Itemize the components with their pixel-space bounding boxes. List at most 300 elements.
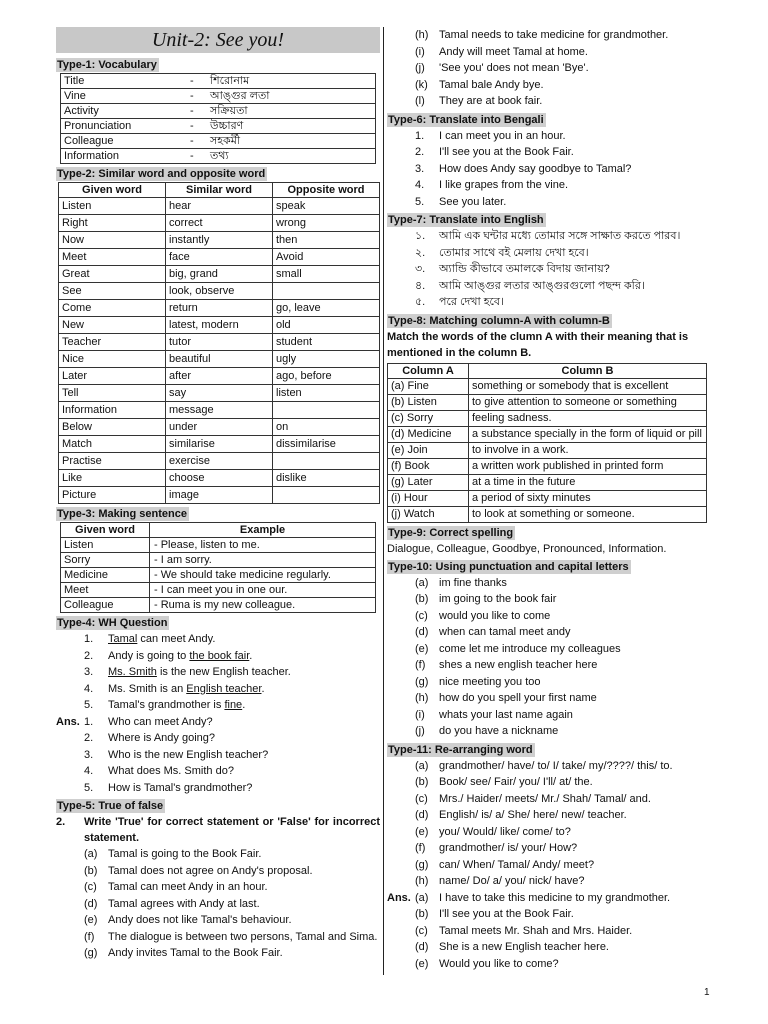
list-item — [56, 863, 380, 880]
item-text: Andy will meet Tamal at home. — [439, 45, 588, 58]
list-item — [387, 807, 712, 824]
item-label: (d) — [415, 809, 429, 821]
item-text: আমি এক ঘন্টার মধ্যে তোমার সঙ্গে সাক্ষাত করতে পারব। — [439, 230, 681, 242]
table-cell: Like — [59, 470, 166, 487]
item-label: (i) — [415, 45, 425, 58]
list-item — [387, 641, 712, 658]
item-label: (e) — [415, 957, 429, 970]
item-label: (k) — [415, 78, 428, 91]
wh-answer-list — [56, 714, 380, 797]
table-row — [59, 402, 380, 419]
underlined-text: English teacher — [186, 682, 262, 695]
list-item — [387, 674, 712, 691]
table-cell: hear — [166, 198, 273, 215]
type4-heading: Type-4: WH Question — [57, 617, 168, 629]
list-item — [387, 93, 712, 110]
table-cell: to involve in a work. — [469, 442, 707, 458]
item-label: (d) — [415, 941, 429, 953]
underlined-text: Ms. Smith — [108, 666, 157, 678]
rearrange-answer-list — [387, 890, 712, 973]
item-text: shes a new english teacher here — [439, 659, 598, 671]
table-cell: correct — [166, 215, 273, 232]
table-cell: choose — [166, 470, 273, 487]
item-text: English/ is/ a/ She/ here/ new/ teacher. — [439, 809, 627, 821]
item-label: (b) — [84, 864, 98, 877]
type5-instruction-text: Write 'True' for correct statement or 'False' for incorrect statement. — [84, 816, 380, 844]
item-number: 2. — [84, 732, 94, 744]
table-cell: return — [166, 300, 273, 317]
list-item — [387, 657, 712, 674]
table-cell: Match — [59, 436, 166, 453]
item-label: 2. — [415, 146, 425, 158]
table-cell: instantly — [166, 232, 273, 249]
table-cell: (a) Fine — [388, 378, 469, 394]
item-text: Tamal can meet Andy in an hour. — [108, 881, 268, 893]
page-number: 1 — [704, 987, 710, 998]
col-header: Given word — [61, 523, 150, 538]
table-cell: at a time in the future — [469, 474, 707, 490]
list-item — [56, 879, 380, 896]
item-label: (g) — [84, 947, 98, 959]
item-text: can meet Andy. — [137, 633, 216, 645]
right-column — [387, 27, 712, 972]
type7-heading: Type-7: Translate into English — [388, 214, 544, 226]
table-cell: (g) Later — [388, 474, 469, 490]
table-row — [61, 583, 376, 598]
table-row — [61, 568, 376, 583]
table-row — [61, 553, 376, 568]
list-item — [387, 128, 712, 145]
item-text: Tamal needs to take medicine for grandmother. — [439, 29, 669, 41]
item-label: (a) — [415, 759, 429, 772]
list-item — [56, 780, 380, 797]
table-row — [59, 368, 380, 385]
item-label: (b) — [415, 593, 429, 605]
table-row — [59, 470, 380, 487]
table-cell: to look at something or someone. — [469, 506, 707, 522]
item-label: (j) — [415, 725, 425, 737]
item-label: (d) — [84, 897, 98, 910]
table-cell: Listen — [61, 538, 150, 553]
list-item — [387, 939, 712, 956]
vocab-dash: - — [187, 104, 207, 119]
vocab-word: Pronunciation — [61, 119, 188, 134]
item-text: grandmother/ have/ to/ I/ take/ my/????/ this/ to. — [439, 759, 673, 772]
table-cell: face — [166, 249, 273, 266]
item-text: im fine thanks — [439, 576, 507, 589]
item-label: (d) — [415, 626, 429, 638]
vocab-dash: - — [187, 119, 207, 134]
item-number: 4. — [84, 765, 94, 777]
col-header: Similar word — [166, 183, 273, 198]
item-number: 3. — [84, 666, 94, 678]
item-text: Tamal agrees with Andy at last. — [108, 897, 260, 910]
table-cell: Avoid — [273, 249, 380, 266]
table-cell: beautiful — [166, 351, 273, 368]
item-text: Tamal is going to the Book Fair. — [108, 848, 262, 860]
table-row — [388, 410, 707, 426]
col-header: Column A — [388, 363, 469, 378]
table-cell: ago, before — [273, 368, 380, 385]
item-text: name/ Do/ a/ you/ nick/ have? — [439, 875, 585, 887]
item-text: Who is the new English teacher? — [108, 748, 269, 761]
table-row — [59, 436, 380, 453]
list-item — [56, 945, 380, 962]
vocab-word: Activity — [61, 104, 188, 119]
item-label: (l) — [415, 95, 425, 107]
table-cell: (e) Join — [388, 442, 469, 458]
table-row — [59, 487, 380, 504]
item-label: ৫. — [415, 296, 426, 308]
list-item — [387, 890, 712, 907]
list-item — [387, 27, 712, 44]
item-text: পরে দেখা হবে। — [439, 296, 504, 308]
table-cell: Information — [59, 402, 166, 419]
item-text: The dialogue is between two persons, Tamal and Sima. — [108, 930, 378, 943]
list-item — [387, 575, 712, 592]
vocab-row — [61, 89, 376, 104]
item-text: Tamal's grandmother is — [108, 699, 225, 711]
item-text: I'll see you at the Book Fair. — [439, 146, 574, 158]
type1-heading: Type-1: Vocabulary — [57, 59, 157, 71]
table-cell: (f) Book — [388, 458, 469, 474]
table-cell: See — [59, 283, 166, 300]
item-label: 3. — [415, 162, 425, 175]
vocab-meaning: শিরোনাম — [207, 74, 376, 89]
table-cell: Colleague — [61, 598, 150, 613]
list-item — [387, 194, 712, 211]
table-cell: look, observe — [166, 283, 273, 300]
vocab-word: Colleague — [61, 134, 188, 149]
list-item — [387, 956, 712, 973]
item-text: is the new English teacher. — [156, 666, 291, 678]
type2-heading: Type-2: Similar word and opposite word — [57, 168, 266, 180]
table-row — [59, 266, 380, 283]
item-text: . — [261, 682, 265, 695]
table-cell: wrong — [273, 215, 380, 232]
table-cell: feeling sadness. — [469, 410, 707, 426]
item-label: (g) — [415, 675, 429, 688]
list-item — [56, 896, 380, 913]
table-row — [59, 283, 380, 300]
item-text: অ্যান্ডি কীভাবে তমালকে বিদায় জানায়? — [439, 263, 610, 275]
item-text: Tamal bale Andy bye. — [439, 78, 544, 91]
table-cell: Sorry — [61, 553, 150, 568]
vocab-meaning: সহকর্মী — [207, 134, 376, 149]
table-cell: (b) Listen — [388, 394, 469, 410]
item-label: ২. — [415, 246, 426, 259]
table-cell: old — [273, 317, 380, 334]
page-title: Unit-2: See you! — [56, 27, 380, 53]
similar-opposite-table — [58, 182, 380, 504]
vocab-word: Title — [61, 74, 188, 89]
table-row — [59, 232, 380, 249]
item-text: whats your last name again — [439, 708, 573, 721]
vocab-row — [61, 149, 376, 164]
item-label: (e) — [415, 642, 429, 655]
item-text: Tamal meets Mr. Shah and Mrs. Haider. — [439, 924, 633, 937]
item-text: Would you like to come? — [439, 957, 559, 970]
item-text: come let me introduce my colleagues — [439, 642, 621, 655]
item-text: would you like to come — [439, 609, 551, 622]
table-row — [61, 598, 376, 613]
type5-number: 2. — [56, 816, 66, 828]
item-label: (b) — [415, 908, 429, 920]
item-text: How does Andy say goodbye to Tamal? — [439, 162, 632, 175]
table-cell: Right — [59, 215, 166, 232]
list-item — [387, 857, 712, 874]
table-row — [59, 249, 380, 266]
table-cell: similarise — [166, 436, 273, 453]
table-row — [59, 317, 380, 334]
type3-heading: Type-3: Making sentence — [57, 508, 187, 520]
item-text: . — [242, 699, 246, 711]
item-text: Tamal does not agree on Andy's proposal. — [108, 864, 313, 877]
table-row — [388, 458, 707, 474]
table-cell: Now — [59, 232, 166, 249]
item-text: I like grapes from the vine. — [439, 179, 569, 191]
item-label: (a) — [415, 891, 429, 904]
table-cell: - Ruma is my new colleague. — [150, 598, 376, 613]
table-cell — [273, 402, 380, 419]
table-cell: dislike — [273, 470, 380, 487]
vocab-row — [61, 134, 376, 149]
list-item — [56, 763, 380, 780]
list-item — [387, 60, 712, 77]
table-cell: - I am sorry. — [150, 553, 376, 568]
list-item — [56, 929, 380, 946]
vocab-dash: - — [187, 89, 207, 104]
item-text: Andy does not like Tamal's behaviour. — [108, 914, 292, 926]
table-cell — [273, 487, 380, 504]
type5-instruction — [56, 814, 380, 846]
matching-table — [387, 363, 707, 523]
table-cell: Picture — [59, 487, 166, 504]
table-cell: small — [273, 266, 380, 283]
item-label: (f) — [84, 930, 95, 943]
table-row — [388, 426, 707, 442]
left-column — [56, 27, 380, 962]
list-item — [56, 681, 380, 698]
item-text: im going to the book fair — [439, 593, 557, 605]
table-cell: to give attention to someone or something — [469, 394, 707, 410]
true-false-list-left — [56, 846, 380, 962]
table-row — [388, 474, 707, 490]
table-row — [59, 419, 380, 436]
table-row — [59, 300, 380, 317]
table-cell: Meet — [59, 249, 166, 266]
item-text: She is a new English teacher here. — [439, 941, 609, 953]
table-cell: listen — [273, 385, 380, 402]
item-label: (c) — [415, 924, 428, 937]
table-cell: say — [166, 385, 273, 402]
item-text: can/ When/ Tamal/ Andy/ meet? — [439, 858, 595, 871]
item-label: (c) — [415, 792, 428, 805]
item-text: Andy is going to — [108, 649, 190, 662]
table-cell: Practise — [59, 453, 166, 470]
item-text: I have to take this medicine to my grandmother. — [439, 891, 671, 904]
table-cell: student — [273, 334, 380, 351]
col-header: Opposite word — [273, 183, 380, 198]
item-number: 1. — [84, 715, 94, 728]
item-text: Andy invites Tamal to the Book Fair. — [108, 947, 283, 959]
list-item — [387, 791, 712, 808]
item-text: They are at book fair. — [439, 95, 543, 107]
vocab-meaning: আঙ্গুর লতা — [207, 89, 376, 104]
table-cell: Listen — [59, 198, 166, 215]
item-text: you/ Would/ like/ come/ to? — [439, 825, 571, 838]
item-text: আমি আঙ্গুর লতার আঙ্গুরগুলো পছন্দ করি। — [439, 279, 645, 292]
vocab-meaning: তথ্য — [207, 149, 376, 164]
list-item — [387, 278, 712, 295]
col-header: Example — [150, 523, 376, 538]
table-cell: latest, modern — [166, 317, 273, 334]
table-row — [59, 453, 380, 470]
vocab-row — [61, 104, 376, 119]
list-item — [387, 294, 712, 311]
item-label: (f) — [415, 659, 426, 671]
list-item — [387, 774, 712, 791]
item-text: 'See you' does not mean 'Bye'. — [439, 62, 589, 74]
table-cell: message — [166, 402, 273, 419]
vocab-dash: - — [187, 134, 207, 149]
item-label: (h) — [415, 875, 429, 887]
item-label: (e) — [84, 914, 98, 926]
item-number: 5. — [84, 781, 94, 794]
item-text: do you have a nickname — [439, 725, 559, 737]
table-cell: - Please, listen to me. — [150, 538, 376, 553]
list-item — [387, 177, 712, 194]
list-item — [387, 824, 712, 841]
item-label: (i) — [415, 708, 425, 721]
table-cell — [273, 453, 380, 470]
punctuation-list — [387, 575, 712, 740]
list-item — [56, 730, 380, 747]
table-cell: a written work published in printed form — [469, 458, 707, 474]
list-item — [387, 906, 712, 923]
type5-heading: Type-5: True of false — [57, 800, 164, 812]
item-text: Who can meet Andy? — [108, 715, 213, 728]
item-text: grandmother/ is/ your/ How? — [439, 842, 578, 854]
underlined-text: the book fair — [189, 649, 250, 662]
list-item — [56, 648, 380, 665]
item-label: (a) — [415, 576, 429, 589]
list-item — [387, 144, 712, 161]
item-number: 5. — [84, 699, 94, 711]
underlined-text: fine — [224, 699, 243, 711]
list-item — [387, 44, 712, 61]
translate-english-list — [387, 228, 712, 311]
list-item — [387, 261, 712, 278]
table-cell: Meet — [61, 583, 150, 598]
list-item — [56, 697, 380, 714]
table-cell: something or somebody that is excellent — [469, 378, 707, 394]
table-cell: (c) Sorry — [388, 410, 469, 426]
list-item — [387, 77, 712, 94]
table-cell — [273, 283, 380, 300]
table-cell: Below — [59, 419, 166, 436]
table-cell: exercise — [166, 453, 273, 470]
item-text: Ms. Smith is an — [108, 682, 187, 695]
list-item — [387, 690, 712, 707]
list-item — [387, 873, 712, 890]
item-number: 1. — [84, 633, 94, 645]
table-row — [388, 490, 707, 506]
table-cell: speak — [273, 198, 380, 215]
table-cell: image — [166, 487, 273, 504]
table-cell: - We should take medicine regularly. — [150, 568, 376, 583]
table-cell: Tell — [59, 385, 166, 402]
item-text: nice meeting you too — [439, 675, 541, 688]
type11-heading: Type-11: Re-arranging word — [388, 743, 533, 756]
item-label: 4. — [415, 179, 425, 191]
rearrange-list — [387, 758, 712, 890]
type8-instruction: Match the words of the clumn A with their meaning that is mentioned in the column B. — [387, 330, 689, 359]
table-cell: (d) Medicine — [388, 426, 469, 442]
table-row — [61, 538, 376, 553]
item-label: (f) — [415, 842, 426, 854]
item-label: 1. — [415, 129, 425, 142]
list-item — [56, 912, 380, 929]
list-item — [387, 758, 712, 775]
vocab-meaning: উচ্চারণ — [207, 119, 376, 134]
table-row — [59, 215, 380, 232]
vocab-word: Information — [61, 149, 188, 164]
item-text: See you later. — [439, 195, 507, 208]
item-text: Where is Andy going? — [108, 732, 216, 744]
item-text: . — [249, 649, 253, 662]
column-divider — [383, 27, 384, 975]
item-text: when can tamal meet andy — [439, 626, 571, 638]
table-cell: (j) Watch — [388, 506, 469, 522]
item-text: how do you spell your first name — [439, 692, 597, 704]
item-label: ১. — [415, 230, 426, 242]
underlined-text: Tamal — [108, 633, 138, 645]
vocab-word: Vine — [61, 89, 188, 104]
table-row — [388, 506, 707, 522]
list-item — [56, 846, 380, 863]
table-row — [59, 351, 380, 368]
table-row — [59, 198, 380, 215]
table-cell: then — [273, 232, 380, 249]
item-label: (c) — [415, 609, 428, 622]
vocab-meaning: সক্রিয়তা — [207, 104, 376, 119]
item-number: 2. — [84, 649, 94, 662]
table-cell: on — [273, 419, 380, 436]
ans-label: Ans. — [56, 715, 80, 728]
table-cell: big, grand — [166, 266, 273, 283]
table-cell: ugly — [273, 351, 380, 368]
type6-heading: Type-6: Translate into Bengali — [388, 113, 544, 126]
list-item — [56, 714, 380, 731]
table-cell: Come — [59, 300, 166, 317]
list-item — [387, 840, 712, 857]
table-row — [388, 442, 707, 458]
item-text: Book/ see/ Fair/ you/ I'll/ at/ the. — [439, 776, 593, 788]
col-header: Column B — [469, 363, 707, 378]
table-cell: Medicine — [61, 568, 150, 583]
item-label: (a) — [84, 848, 98, 860]
list-item — [56, 747, 380, 764]
item-text: I'll see you at the Book Fair. — [439, 908, 574, 920]
table-cell: a substance specially in the form of liquid or pill — [469, 426, 707, 442]
table-cell: Teacher — [59, 334, 166, 351]
translate-bengali-list — [387, 128, 712, 211]
vocab-row — [61, 119, 376, 134]
type9-text: Dialogue, Colleague, Goodbye, Pronounced, Information. — [387, 542, 667, 555]
item-label: (g) — [415, 858, 429, 871]
item-label: 5. — [415, 195, 425, 208]
